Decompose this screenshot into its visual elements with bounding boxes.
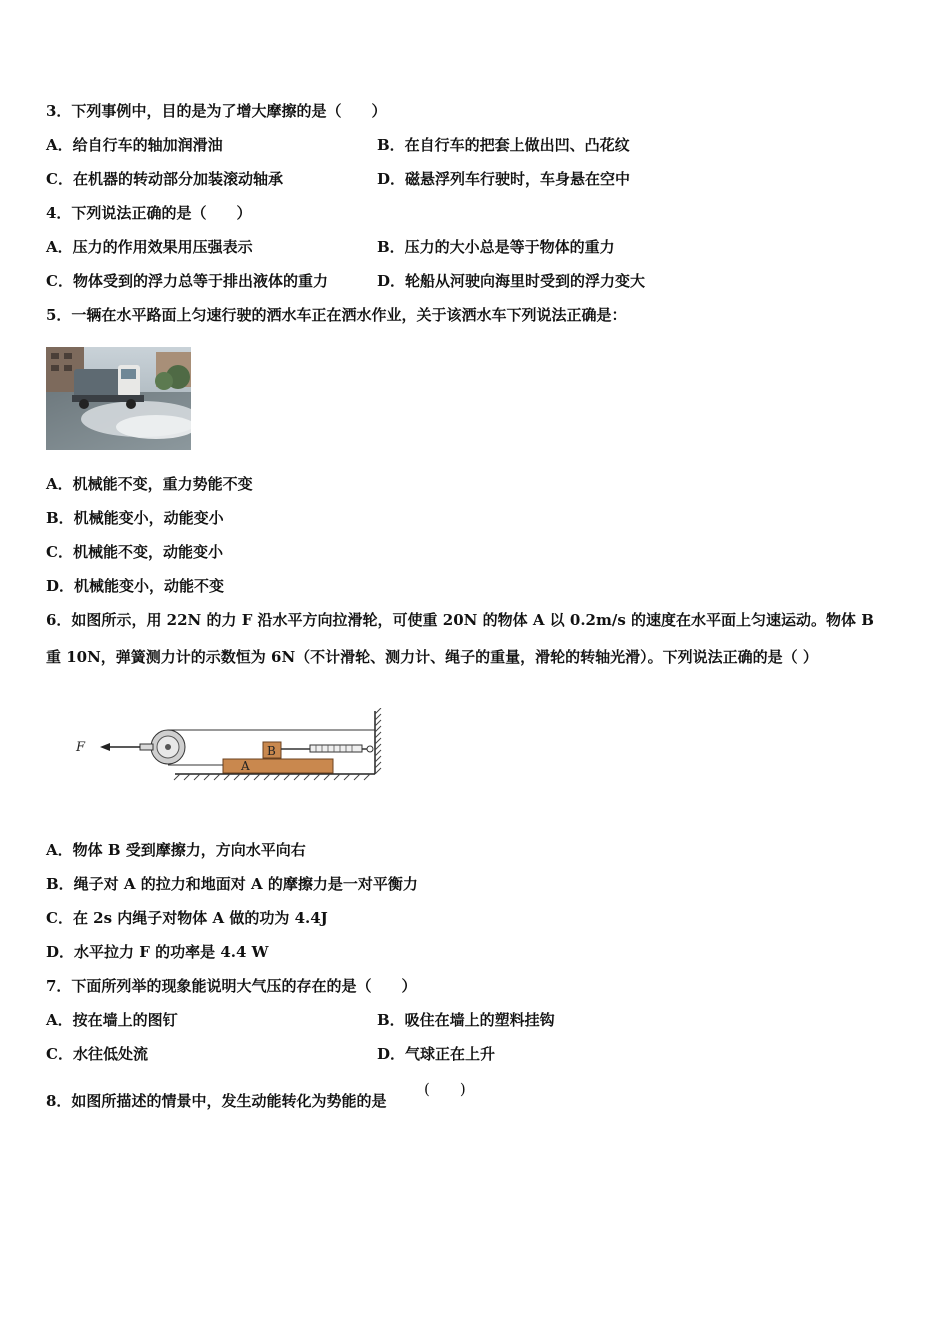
q6-stem-line2: 重 10N，弹簧测力计的示数恒为 6N（不计滑轮、测力计、绳子的重量，滑轮的转轴光滑）。下列说法正确的是（ ） bbox=[46, 648, 818, 666]
q6-option-d[interactable]: D．水平拉力 F 的功率是 4.4 W bbox=[46, 943, 269, 961]
q3-option-d[interactable]: D．磁悬浮列车行驶时，车身悬在空中 bbox=[377, 170, 631, 188]
q4-option-b[interactable]: B．压力的大小总是等于物体的重力 bbox=[377, 238, 615, 256]
block-b-label: B bbox=[267, 744, 276, 758]
q4-option-a[interactable]: A．压力的作用效果用压强表示 bbox=[46, 238, 253, 256]
q8-answer-paren: ( ) bbox=[424, 1080, 466, 1098]
q5-stem: 5．一辆在水平路面上匀速行驶的洒水车正在洒水作业，关于该洒水车下列说法正确是： bbox=[46, 306, 627, 324]
q4-stem: 4．下列说法正确的是（ ） bbox=[46, 204, 252, 222]
q5-option-d[interactable]: D．机械能变小，动能不变 bbox=[46, 577, 225, 595]
q7-option-d[interactable]: D．气球正在上升 bbox=[377, 1045, 496, 1063]
q5-option-a[interactable]: A．机械能不变，重力势能不变 bbox=[46, 475, 253, 493]
pulley-diagram bbox=[70, 708, 390, 783]
q5-option-c[interactable]: C．机械能不变，动能变小 bbox=[46, 543, 223, 561]
q3-stem: 3．下列事例中，目的是为了增大摩擦的是（ ） bbox=[46, 102, 387, 120]
force-label: F bbox=[76, 740, 86, 755]
q5-option-b[interactable]: B．机械能变小，动能变小 bbox=[46, 509, 224, 527]
q7-option-b[interactable]: B．吸住在墙上的塑料挂钩 bbox=[377, 1011, 555, 1029]
q7-stem: 7．下面所列举的现象能说明大气压的存在的是（ ） bbox=[46, 977, 417, 995]
q6-option-a[interactable]: A．物体 B 受到摩擦力，方向水平向右 bbox=[46, 841, 306, 859]
q3-option-a[interactable]: A．给自行车的轴加润滑油 bbox=[46, 136, 223, 154]
q8-stem: 8．如图所描述的情景中，发生动能转化为势能的是 bbox=[46, 1092, 387, 1110]
q6-option-b[interactable]: B．绳子对 A 的拉力和地面对 A 的摩擦力是一对平衡力 bbox=[46, 875, 418, 893]
q6-option-c[interactable]: C．在 2s 内绳子对物体 A 做的功为 4.4J bbox=[46, 909, 328, 927]
q7-option-c[interactable]: C．水往低处流 bbox=[46, 1045, 148, 1063]
q4-option-c[interactable]: C．物体受到的浮力总等于排出液体的重力 bbox=[46, 272, 328, 290]
sprinkler-truck-photo bbox=[46, 347, 191, 450]
q6-stem-line1: 6．如图所示，用 22N 的力 F 沿水平方向拉滑轮，可使重 20N 的物体 A 以 0.2m/s 的速度在水平面上匀速运动。物体 B bbox=[46, 611, 874, 629]
q3-option-b[interactable]: B．在自行车的把套上做出凹、凸花纹 bbox=[377, 136, 630, 154]
q3-option-c[interactable]: C．在机器的转动部分加装滚动轴承 bbox=[46, 170, 283, 188]
q4-option-d[interactable]: D．轮船从河驶向海里时受到的浮力变大 bbox=[377, 272, 646, 290]
q7-option-a[interactable]: A．按在墙上的图钉 bbox=[46, 1011, 178, 1029]
block-a-label: A bbox=[241, 759, 250, 773]
